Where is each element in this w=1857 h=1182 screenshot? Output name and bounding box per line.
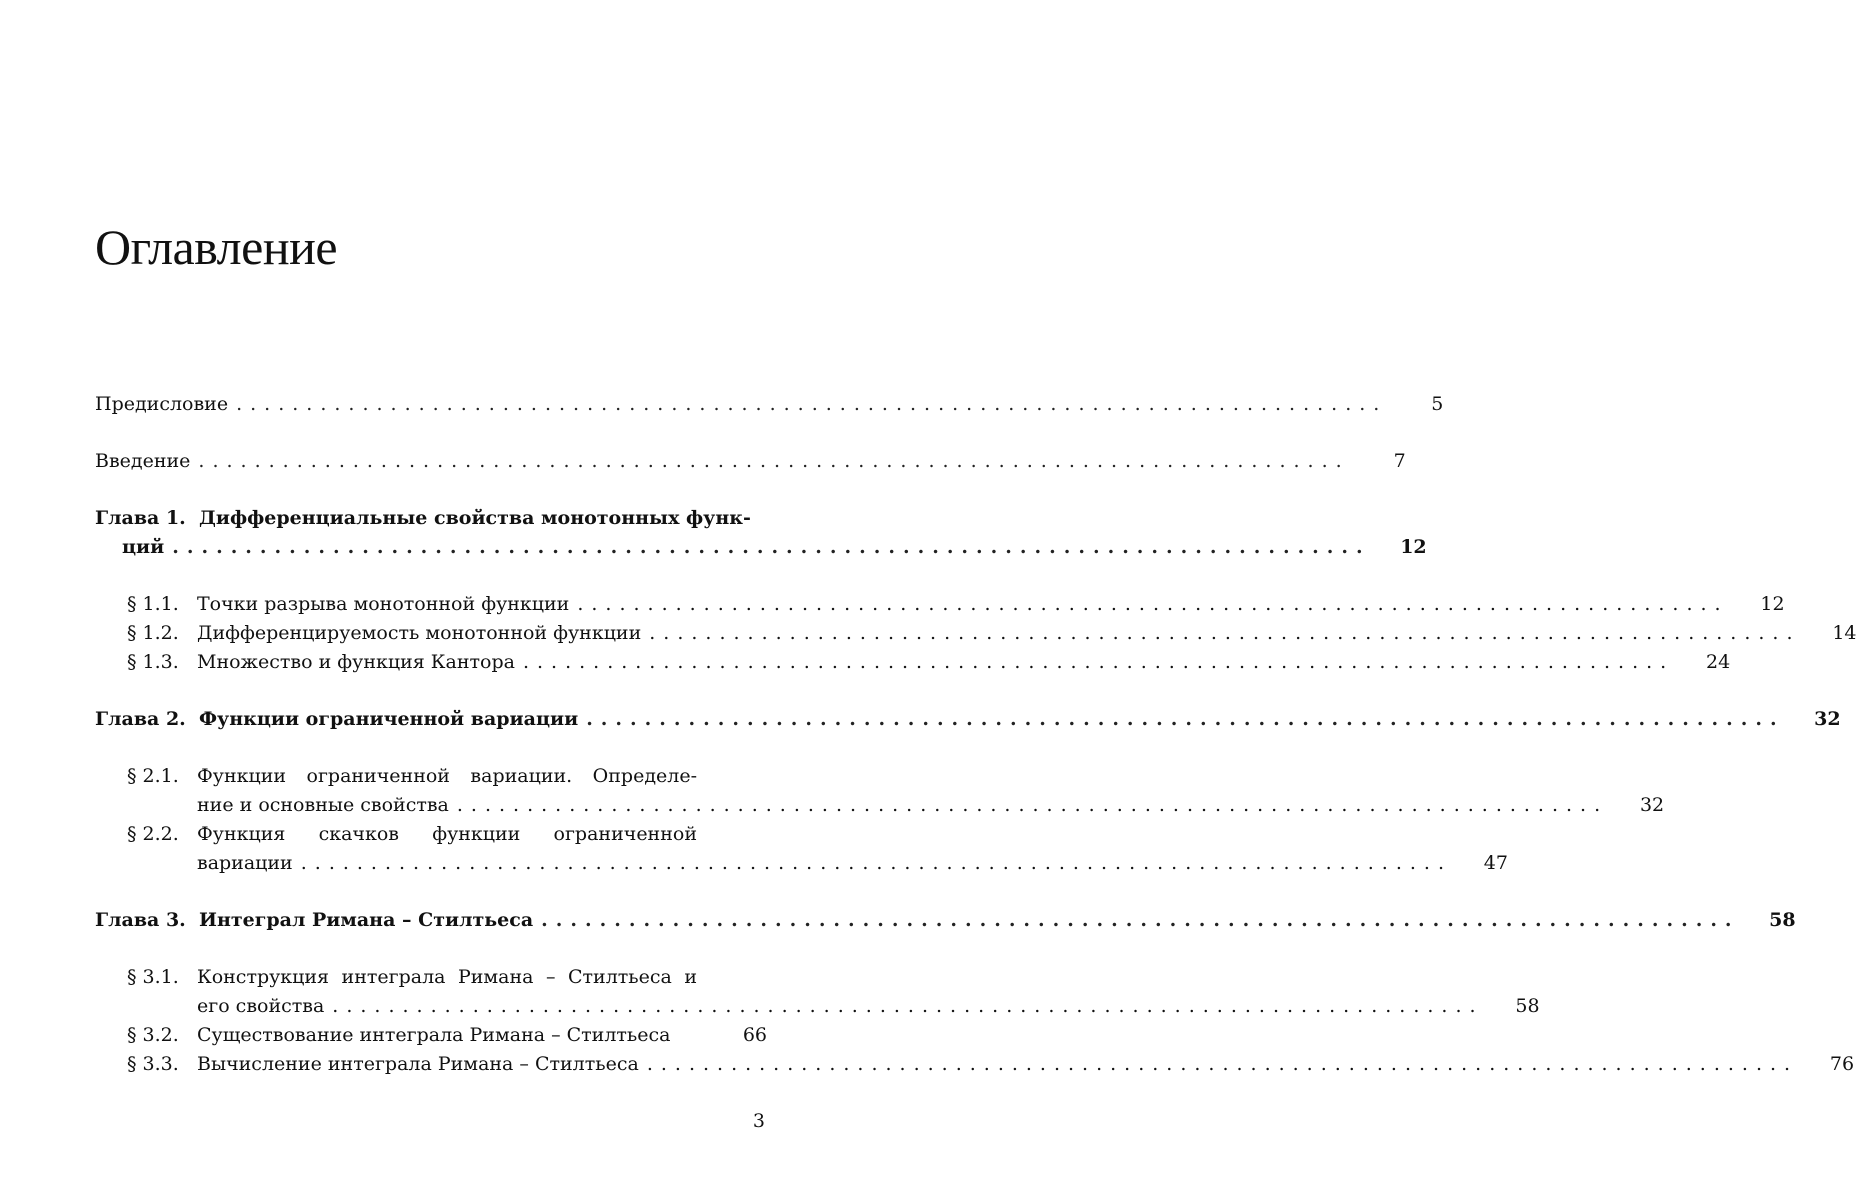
leader-dots: .................................................................................. [236,393,1388,415]
leader-dots: .................................................................................. [456,794,1609,816]
section-title: Вычисление интеграла Римана – Стилтьеса [197,1053,639,1075]
toc-section-3-2[interactable] [95,1021,767,1050]
toc-section-2-1-continued[interactable] [95,791,1665,820]
chapter-label: Глава 2. [95,708,186,730]
section-title-continued: ние и основные свойства [197,794,449,816]
toc-section-1-1[interactable] [95,590,1785,619]
leader-dots: .................................................................................. [172,536,1371,558]
section-title: Функция скачков функции ограниченной [197,823,697,845]
toc-page-number: 47 [1483,852,1508,874]
chapter-label: Глава 1. [95,507,186,529]
leader-dots: .................................................................................. [586,708,1785,730]
chapter-title: Функции ограниченной вариации [199,708,579,730]
page-number: 3 [752,1110,765,1132]
toc-page-number: 58 [1515,995,1540,1017]
section-title: Существование интеграла Римана – Стилтьеса [197,1024,671,1046]
toc-page-number: 58 [1769,909,1796,931]
chapter-title: Дифференциальные свойства монотонных функ- [199,507,751,529]
toc-section-1-3[interactable] [95,648,1731,677]
leader-dots: .................................................................................. [577,593,1729,615]
section-title: Конструкция интеграла Римана – Стилтьеса и [197,966,697,988]
toc-entry-label: Предисловие [95,393,229,415]
chapter-label: Глава 3. [95,909,186,931]
section-title: Дифференцируемость монотонной функции [197,622,642,644]
toc-entry-preface[interactable] [95,390,1444,419]
toc-page-number: 12 [1400,536,1427,558]
leader-dots: .................................................................................. [198,450,1350,472]
toc-page-number: 76 [1829,1053,1855,1075]
toc-section-2-1[interactable] [95,762,767,791]
section-number: § 2.2. [127,823,179,845]
toc-page-number: 24 [1706,651,1731,673]
leader-dots: .................................................................................. [646,1053,1799,1075]
section-number: § 3.2. [127,1024,179,1046]
toc-section-1-2[interactable] [95,619,1857,648]
leader-dots: .................................................................................. [649,622,1801,644]
toc-page-number: 32 [1814,708,1841,730]
section-number: § 3.1. [127,966,179,988]
toc-section-3-1-continued[interactable] [95,992,1540,1021]
toc-page-number: 12 [1760,593,1785,615]
section-number: § 1.3. [127,651,179,673]
section-title-continued: вариации [197,852,293,874]
chapter-title-continued: ций [122,536,165,558]
toc-entry-label: Введение [95,450,191,472]
section-title: Точки разрыва монотонной функции [197,593,570,615]
section-number: § 2.1. [127,765,179,787]
toc-chapter-2[interactable] [95,705,1841,734]
toc-chapter-3[interactable] [95,906,1796,935]
toc-section-3-1[interactable] [95,963,767,992]
toc-page-number: 66 [742,1024,767,1046]
toc-chapter-1-continued[interactable] [95,533,1427,562]
toc-page-number: 14 [1832,622,1857,644]
toc-chapter-1[interactable] [95,504,767,533]
section-number: § 3.3. [127,1053,179,1075]
section-title: Функции ограниченной вариации. Определе- [197,765,697,787]
section-number: § 1.1. [127,593,179,615]
leader-dots: .................................................................................. [332,995,1484,1017]
toc-section-3-3[interactable] [95,1050,1855,1079]
leader-dots: .................................................................................. [300,852,1452,874]
section-number: § 1.2. [127,622,179,644]
leader-dots: .................................................................................. [522,651,1675,673]
section-title-continued: его свойства [197,995,325,1017]
section-title: Множество и функция Кантора [197,651,515,673]
toc-section-2-2-continued[interactable] [95,849,1508,878]
leader-dots: .................................................................................. [541,909,1740,931]
chapter-title: Интеграл Римана – Стилтьеса [199,909,534,931]
toc-page-number: 5 [1431,393,1444,415]
toc-entry-introduction[interactable] [95,447,1406,476]
table-of-contents [95,390,1857,1079]
toc-page-number: 32 [1639,794,1665,816]
toc-page-number: 7 [1393,450,1406,472]
toc-section-2-2[interactable] [95,820,767,849]
page-title: Оглавление [95,219,338,275]
